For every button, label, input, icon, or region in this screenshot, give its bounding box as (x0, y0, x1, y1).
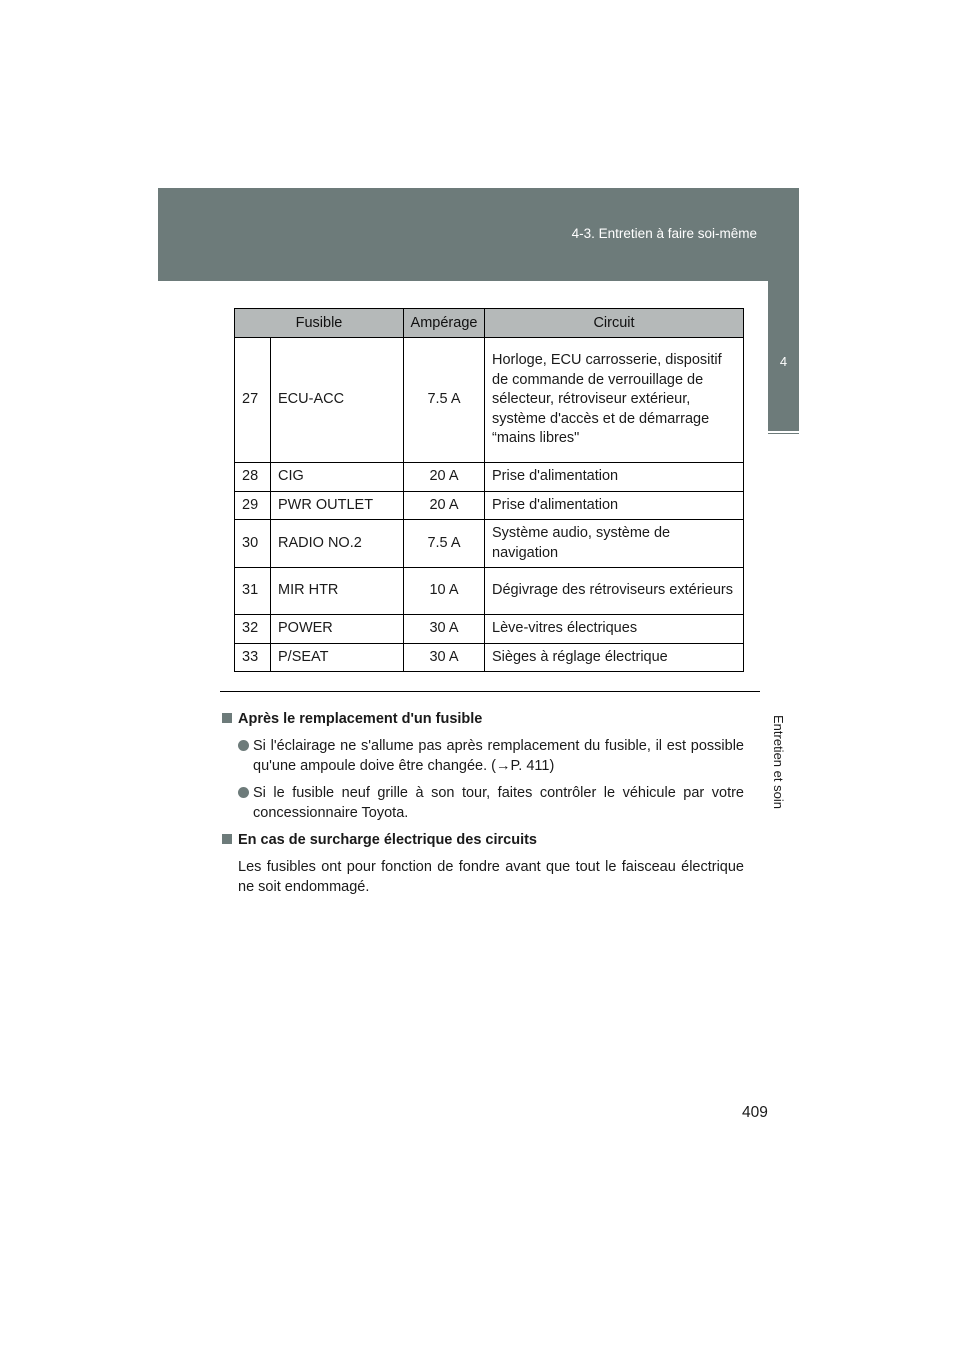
page-number: 409 (742, 1104, 768, 1121)
section-divider (220, 691, 760, 692)
fuse-circuit: Prise d'alimentation (485, 463, 744, 492)
fuse-number: 27 (235, 338, 271, 463)
header-amperage: Ampérage (404, 309, 485, 338)
fuse-amperage: 7.5 A (404, 520, 485, 568)
fuse-name: MIR HTR (271, 568, 404, 615)
note-bullet-text: Si l'éclairage ne s'allume pas après remplacement du fusible, il est possible qu'une ampoule doive être changée. (→P. 411) (253, 738, 744, 774)
fuse-number: 31 (235, 568, 271, 615)
fuse-table (234, 308, 744, 672)
chapter-label: Entretien et soin (771, 715, 786, 809)
fuse-number: 29 (235, 491, 271, 520)
fuse-name: CIG (271, 463, 404, 492)
fuse-circuit: Lève-vitres électriques (485, 615, 744, 644)
chapter-number-box (768, 281, 799, 434)
circle-bullet-icon (238, 740, 249, 751)
notes-section (222, 709, 744, 904)
header-fusible: Fusible (235, 309, 404, 338)
fuse-name: PWR OUTLET (271, 491, 404, 520)
circle-bullet-icon (238, 787, 249, 798)
fuse-circuit: Sièges à réglage électrique (485, 643, 744, 672)
fuse-circuit: Dégivrage des rétroviseurs extérieurs (485, 568, 744, 615)
fuse-circuit: Horloge, ECU carrosserie, dispositif de commande de verrouillage de sélecteur, rétroviseur extérieur, système d'accès et de démarrage “mains libres" (485, 338, 744, 463)
fuse-amperage: 20 A (404, 491, 485, 520)
fuse-circuit: Système audio, système de navigation (485, 520, 744, 568)
fuse-circuit: Prise d'alimentation (485, 491, 744, 520)
note-bullet (222, 783, 744, 823)
header-circuit: Circuit (485, 309, 744, 338)
table-row (235, 643, 744, 672)
fuse-number: 30 (235, 520, 271, 568)
header-band (158, 188, 799, 281)
square-bullet-icon (222, 713, 232, 723)
side-tab-divider (768, 431, 799, 433)
chapter-number: 4 (779, 354, 788, 369)
note-heading-text: Après le remplacement d'un fusible (238, 711, 483, 727)
table-row (235, 338, 744, 463)
fuse-amperage: 10 A (404, 568, 485, 615)
table-row (235, 520, 744, 568)
table-row (235, 463, 744, 492)
fuse-name: P/SEAT (271, 643, 404, 672)
fuse-name: RADIO NO.2 (271, 520, 404, 568)
note-bullet-text: Si le fusible neuf grille à son tour, faites contrôler le véhicule par votre concessionnaire Toyota. (253, 785, 744, 821)
note-heading (222, 830, 744, 850)
fuse-amperage: 30 A (404, 643, 485, 672)
fuse-number: 32 (235, 615, 271, 644)
table-row (235, 491, 744, 520)
fuse-amperage: 30 A (404, 615, 485, 644)
section-title: 4-3. Entretien à faire soi-même (571, 226, 757, 241)
fuse-number: 33 (235, 643, 271, 672)
table-row (235, 568, 744, 615)
fuse-number: 28 (235, 463, 271, 492)
table-row (235, 615, 744, 644)
table-header-row (235, 309, 744, 338)
note-bullet (222, 736, 744, 776)
square-bullet-icon (222, 834, 232, 844)
fuse-amperage: 7.5 A (404, 338, 485, 463)
note-heading (222, 709, 744, 729)
fuse-name: POWER (271, 615, 404, 644)
note-paragraph: Les fusibles ont pour fonction de fondre avant que tout le faisceau électrique ne soit endommagé. (238, 859, 744, 895)
note-heading-text: En cas de surcharge électrique des circuits (238, 832, 537, 848)
fuse-name: ECU-ACC (271, 338, 404, 463)
fuse-amperage: 20 A (404, 463, 485, 492)
